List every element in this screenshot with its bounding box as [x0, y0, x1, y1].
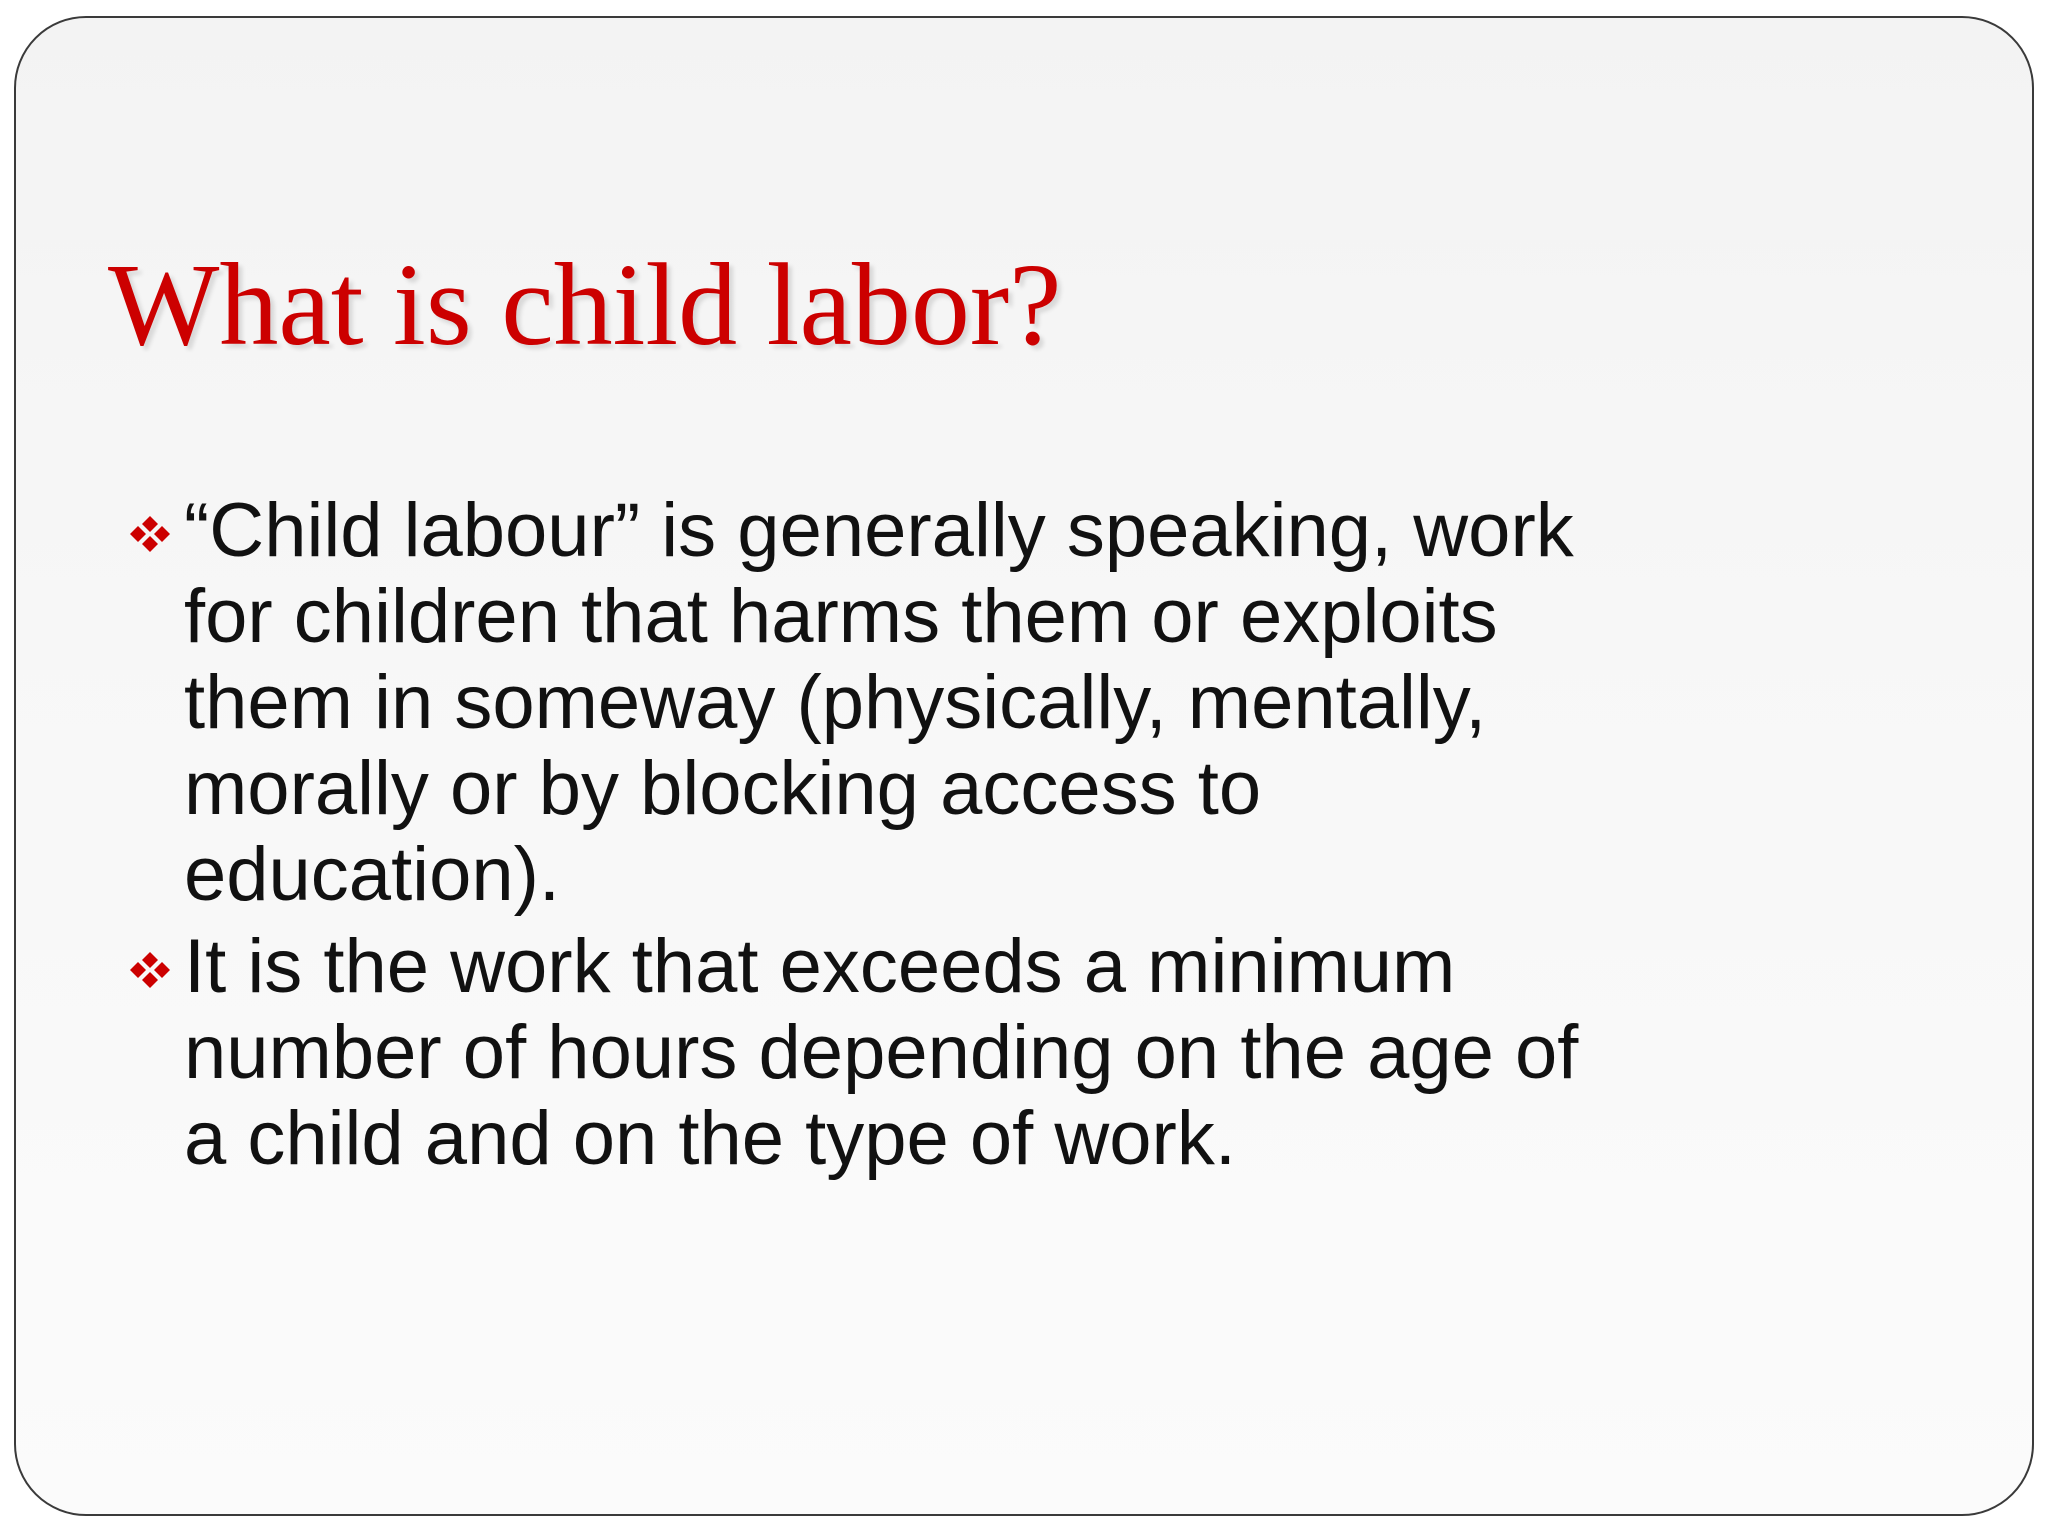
slide-frame: [14, 16, 2034, 1516]
four-diamond-bullet-icon: [128, 950, 172, 990]
bullet-item: [124, 924, 1624, 1182]
bullet-text: “Child labour” is generally speaking, work for children that harms them or exploits them in someway (physically, mentally, morally or by blocking access to education).: [184, 488, 1574, 917]
slide-title: What is child labor?: [108, 239, 1062, 370]
bullet-list: [124, 488, 1624, 1188]
bullet-item: [124, 488, 1624, 918]
bullet-text: It is the work that exceeds a minimum number of hours depending on the age of a child and on the type of work.: [184, 924, 1579, 1181]
four-diamond-bullet-icon: [128, 514, 172, 554]
